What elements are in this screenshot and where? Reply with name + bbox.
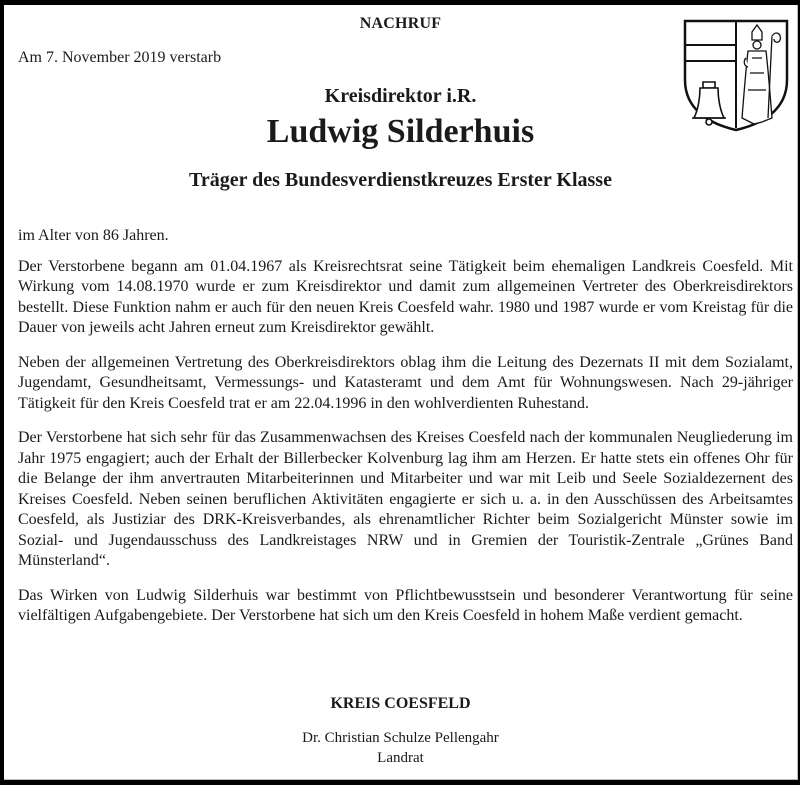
deceased-rank: Kreisdirektor i.R. bbox=[324, 85, 477, 107]
notice-heading: NACHRUF bbox=[359, 15, 442, 32]
obituary-body bbox=[18, 226, 793, 641]
signature-signer: Dr. Christian Schulze Pellengahr bbox=[302, 730, 499, 746]
obituary-notice bbox=[4, 5, 797, 779]
paragraph-career-start: Der Verstorbene begann am 01.04.1967 als Kreisrechtsrat seine Tätigkeit beim ehemaligen Landkreis Coesfeld. Mit Wirkung vom 14.08.1970 wurde er zum Kreisdirektor und damit zum allgemeinen Vertreter des Oberkreisdirektors bestellt. Diese Funktion nahm er auch für den neuen Kreis Coesfeld wahr. 1980 und 1987 wurde er vom Kreistag für die Dauer von jeweils acht Jahren erneut zum Kreisdirektor gewählt. bbox=[18, 257, 793, 336]
deceased-name: Ludwig Silderhuis bbox=[266, 113, 535, 150]
signature-organization: KREIS COESFELD bbox=[330, 695, 471, 712]
signature-role: Landrat bbox=[377, 750, 424, 766]
intro-line: Am 7. November 2019 verstarb bbox=[18, 49, 222, 66]
paragraph-tribute: Das Wirken von Ludwig Silderhuis war bestimmt von Pflichtbewusstsein und besonderer Verantwortung für seine vielfältigen Aufgabengebiete. Der Verstorbene hat sich um den Kreis Coesfeld in hohem Maße verdient gemacht. bbox=[18, 586, 793, 624]
coat-of-arms-icon bbox=[682, 18, 790, 132]
deceased-honor: Träger des Bundesverdienstkreuzes Erster Klasse bbox=[189, 169, 612, 191]
paragraph-duties: Neben der allgemeinen Vertretung des Oberkreisdirektors oblag ihm die Leitung des Dezernats II mit dem Sozialamt, Jugendamt, Gesundheitsamt, Vermessungs- und Katasteramt und dem Amt für Wohnungswesen. Nach 29-jähriger Tätigkeit für den Kreis Coesfeld trat er am 22.04.1996 in den wohlverdienten Ruhestand. bbox=[18, 353, 793, 412]
age-line: im Alter von 86 Jahren. bbox=[18, 227, 169, 244]
paragraph-engagement: Der Verstorbene hat sich sehr für das Zusammenwachsen des Kreises Coesfeld nach der kommunalen Neugliederung im Jahr 1975 engagiert; auch der Erhalt der Billerbecker Kolvenburg lag ihm am Herzen. Er hatte stets ein offenes Ohr für die Belange der ihm anvertrauten Mitarbeiterinnen und Mitarbeiter und war mit Leib und Seele Sozialdezernent des Kreises Coesfeld. Neben seinen beruflichen Aktivitäten engagierte er sich u. a. in den Ausschüssen des Arbeitsamtes Coesfeld, als Justiziar des DRK-Kreisverbandes, als ehrenamtlicher Richter beim Sozialgericht Münster sowie im Sozial- und Jugendausschuss des Landkreistages NRW und in Gremien der Touristik-Zentrale „Grünes Band Münsterland“. bbox=[18, 429, 793, 569]
obituary-frame bbox=[4, 5, 798, 780]
